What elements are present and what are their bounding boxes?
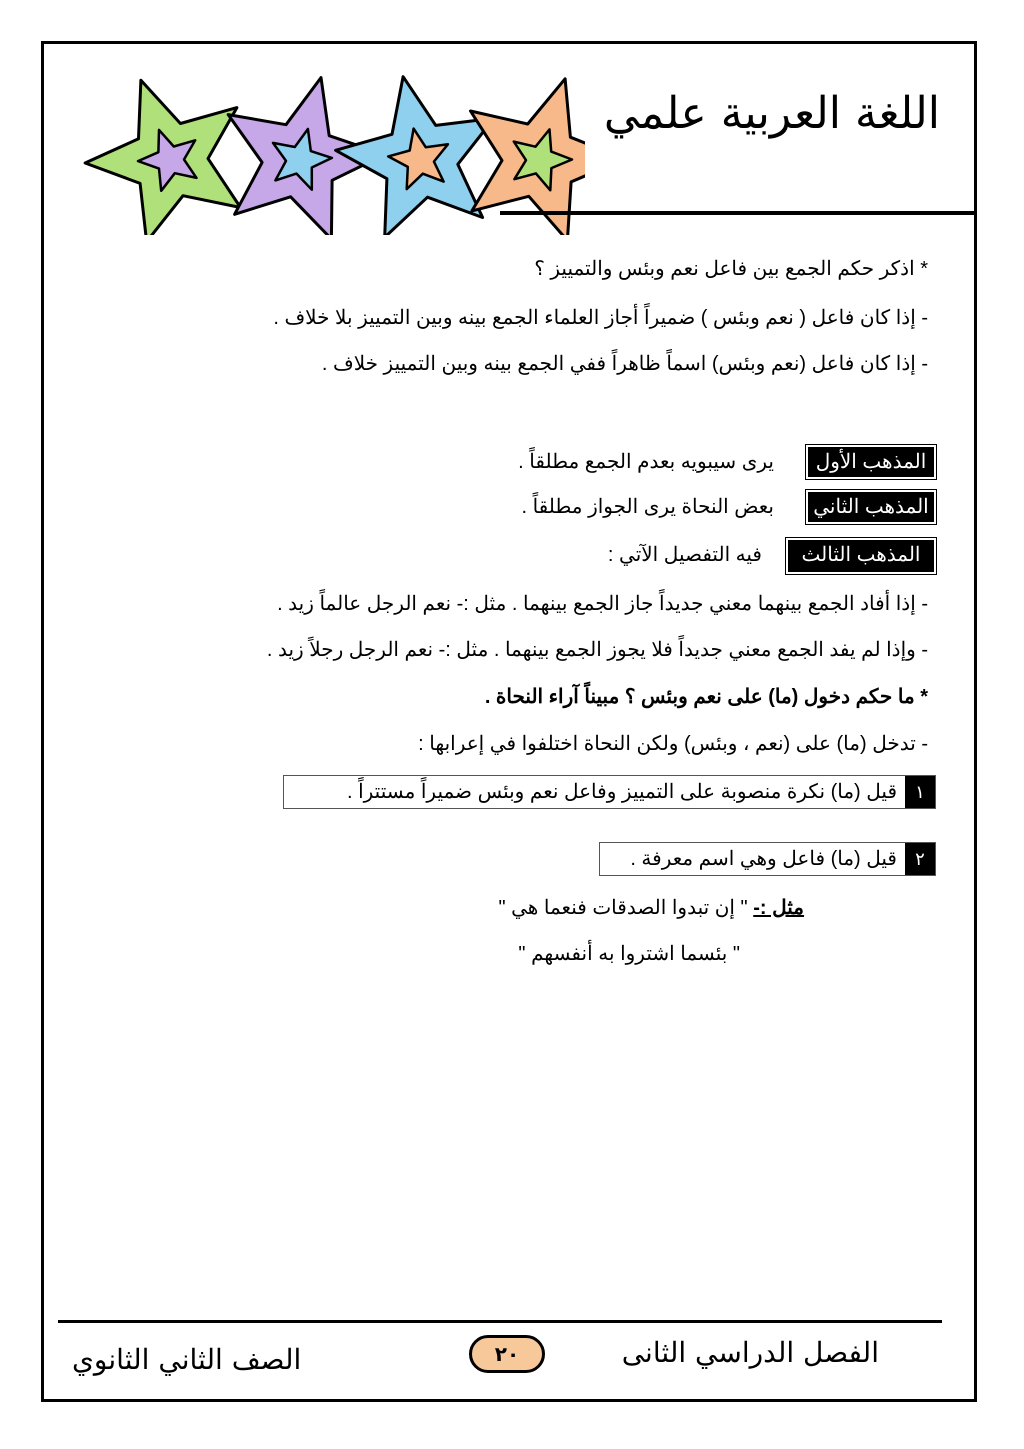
option-1-number: ١ [905,776,935,808]
answer-1-line-2: - إذا كان فاعل (نعم وبئس) اسماً ظاهراً ففي الجمع بينه وبين التمييز خلاف . [321,353,928,375]
answer-1-line-1: - إذا كان فاعل ( نعم وبئس ) ضميراً أجاز العلماء الجمع بينه وبين التمييز بلا خلاف . [273,307,928,329]
madhab-1-text: يرى سيبويه بعدم الجمع مطلقاً . [518,451,774,473]
page-frame [41,41,977,1402]
decorative-stars [45,50,585,235]
option-1-text: قيل (ما) نكرة منصوبة على التمييز وفاعل نعم وبئس ضميراً مستتراً . [346,781,897,803]
option-2-text: قيل (ما) فاعل وهي اسم معرفة . [630,848,897,870]
madhab-2-label: المذهب الثاني [806,490,936,524]
question-2: * ما حكم دخول (ما) على نعم وبئس ؟ مبيناً آراء النحاة . [484,686,928,708]
madhab-2-text: بعض النحاة يرى الجواز مطلقاً . [521,496,774,518]
option-2-number: ٢ [905,843,935,875]
footer-divider [58,1320,942,1323]
madhab-3-text: فيه التفصيل الآتي : [607,544,762,566]
detail-line-2: - وإذا لم يفد الجمع معني جديداً فلا يجوز الجمع بينهما . مثل :- نعم الرجل رجلاً زيد . [266,639,928,661]
option-2-box [599,842,936,876]
example-line-1 [498,895,804,921]
example-2-text: " بئسما اشتروا به أنفسهم " [518,943,740,965]
page-title: اللغة العربية علمي [603,88,940,139]
header-divider [500,211,977,215]
example-1-text: " إن تبدوا الصدقات فنعما هي " [498,897,748,919]
footer-semester: الفصل الدراسي الثانى [621,1336,879,1369]
madhab-1-label: المذهب الأول [806,445,936,479]
footer-grade: الصف الثاني الثانوي [72,1343,302,1376]
madhab-3-label: المذهب الثالث [786,538,936,574]
page-number-badge: ٢٠ [469,1335,545,1373]
question-1: * اذكر حكم الجمع بين فاعل نعم وبئس والتمييز ؟ [534,258,928,280]
option-1-box [283,775,936,809]
example-label: مثل :- [753,897,804,919]
answer-2-intro: - تدخل (ما) على (نعم ، وبئس) ولكن النحاة اختلفوا في إعرابها : [418,733,928,755]
detail-line-1: - إذا أفاد الجمع بينهما معني جديداً جاز الجمع بينهما . مثل :- نعم الرجل عالماً زيد . [277,593,928,615]
